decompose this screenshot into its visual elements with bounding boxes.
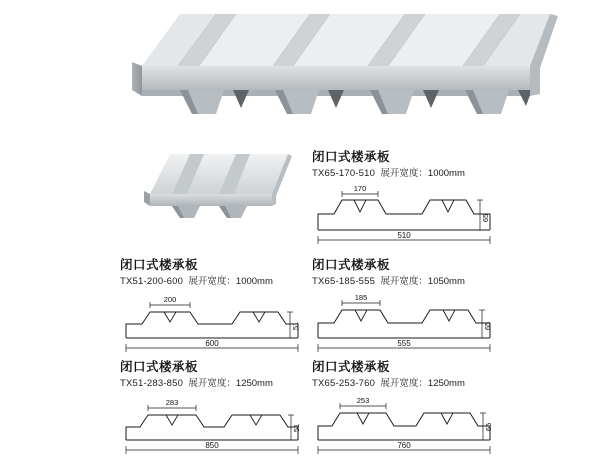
dim-height-label: 65 (481, 213, 490, 223)
spec-subtitle (312, 377, 498, 390)
dim-bottom-label: 850 (205, 441, 219, 450)
spec-model: TX51-283-850 (120, 378, 184, 389)
dim-height-label: 51 (291, 321, 300, 331)
spec-title: 闭口式楼承板 (312, 150, 391, 164)
deck-left-edge (132, 62, 142, 96)
dim-top-label: 283 (165, 398, 179, 407)
spec-width: 展开宽度：1000mm (380, 168, 465, 179)
spec-block-tx65-253-760 (312, 360, 498, 456)
dim-top-label: 253 (356, 396, 370, 405)
dim-bottom-label: 600 (205, 339, 219, 348)
hero-decking-photo (120, 4, 560, 126)
spec-width: 展开宽度：1250mm (380, 378, 465, 389)
spec-model: TX51-200-600 (120, 276, 184, 287)
spec-model: TX65-185-555 (312, 276, 376, 287)
spec-section-drawing (120, 394, 306, 456)
spec-model: TX65-170-510 (312, 168, 376, 179)
spec-title: 闭口式楼承板 (120, 258, 199, 272)
spec-block-tx65-185-555 (312, 258, 498, 354)
spec-subtitle (312, 275, 498, 288)
spec-title: 闭口式楼承板 (312, 360, 391, 374)
spec-model: TX65-253-760 (312, 378, 376, 389)
dim-top-label: 185 (354, 293, 368, 302)
spec-block-tx51-200-600 (120, 258, 306, 354)
dim-height-label: 65 (483, 321, 492, 331)
mini-decking-photo (142, 148, 294, 224)
dim-bottom-label: 760 (397, 441, 411, 450)
dim-height-label: 65 (484, 422, 493, 432)
spec-title: 闭口式楼承板 (312, 258, 391, 272)
spec-subtitle (120, 275, 306, 288)
spec-section-drawing (312, 184, 498, 246)
dim-top-label: 200 (163, 295, 177, 304)
spec-width: 展开宽度：1250mm (188, 378, 273, 389)
spec-subtitle (120, 377, 306, 390)
spec-width: 展开宽度：1050mm (380, 276, 465, 287)
dim-bottom-label: 510 (397, 231, 411, 240)
spec-section-drawing (312, 394, 498, 456)
spec-title: 闭口式楼承板 (120, 360, 199, 374)
dim-bottom-label: 555 (397, 339, 411, 348)
spec-section-drawing (120, 292, 306, 354)
spec-subtitle (312, 167, 498, 180)
dim-top-label: 170 (353, 184, 367, 193)
spec-block-tx51-283-850 (120, 360, 306, 456)
spec-section-drawing (312, 292, 498, 354)
dim-height-label: 51 (292, 423, 301, 433)
deck-front-profile (142, 66, 532, 114)
spec-block-tx65-170-510 (312, 150, 498, 246)
spec-width: 展开宽度：1000mm (188, 276, 273, 287)
